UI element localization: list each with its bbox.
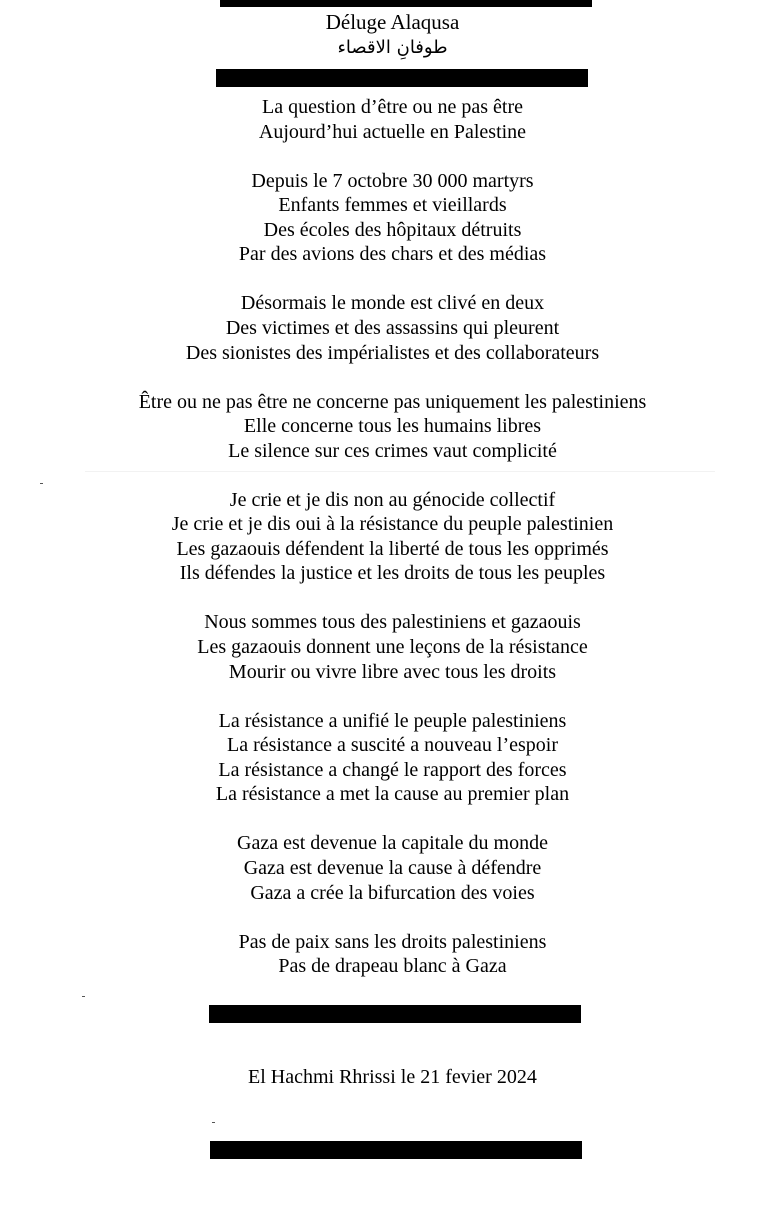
poem-subtitle-arabic: طوفانِ الاقصاء [337, 37, 448, 58]
poem-line: Enfants femmes et vieillards [278, 194, 507, 217]
poem-line: Je crie et je dis oui à la résistance du peuple palestinien [171, 513, 614, 536]
poem-line: Mourir ou vivre libre avec tous les droits [228, 660, 557, 683]
poem-line: Les gazaouis donnent une leçons de la résistance [197, 636, 588, 659]
poem-line: Pas de paix sans les droits palestiniens [238, 930, 547, 953]
poem-line: Désormais le monde est clivé en deux [240, 292, 545, 315]
poem-line: Les gazaouis défendent la liberté de tous les opprimés [176, 537, 609, 560]
stanza [0, 930, 769, 979]
redaction-bar-middle [209, 1005, 581, 1023]
redaction-bar-header [216, 69, 588, 87]
poem-line: Je crie et je dis non au génocide collectif [229, 488, 556, 511]
stanza [0, 709, 769, 807]
poem-line: Gaza a crée la bifurcation des voies [250, 881, 535, 904]
redaction-bar-top [220, 0, 592, 7]
poem-line: Aujourd’hui actuelle en Palestine [258, 120, 527, 143]
author-signature-date: El Hachmi Rhrissi le 21 fevier 2024 [248, 1066, 537, 1088]
poem-body [0, 95, 769, 979]
stanza [0, 95, 769, 144]
stanza [0, 831, 769, 905]
poem-title: Déluge Alaqusa [325, 10, 460, 34]
scan-speck [212, 1122, 215, 1123]
scan-speck [82, 996, 85, 997]
poem-line: Gaza est devenue la cause à défendre [243, 856, 542, 879]
poem-line: Des écoles des hôpitaux détruits [263, 218, 522, 241]
poem-line: La résistance a changé le rapport des forces [218, 758, 567, 781]
stanza [0, 390, 769, 464]
poem-line: La résistance a met la cause au premier plan [215, 783, 570, 806]
stanza [0, 291, 769, 365]
poem-line: Depuis le 7 octobre 30 000 martyrs [251, 169, 534, 192]
stanza [0, 169, 769, 267]
poem-line: Le silence sur ces crimes vaut complicité [228, 439, 557, 462]
poem-line: Par des avions des chars et des médias [238, 243, 547, 266]
poem-line: Ils défendes la justice et les droits de tous les peuples [179, 562, 606, 585]
poem-line: La résistance a unifié le peuple palestiniens [218, 709, 567, 732]
stanza [0, 488, 769, 586]
poem-line: Nous sommes tous des palestiniens et gazaouis [204, 611, 581, 634]
poem-line: Des sionistes des impérialistes et des collaborateurs [185, 341, 600, 364]
redaction-bar-bottom [210, 1141, 582, 1159]
poem-line: Gaza est devenue la capitale du monde [237, 832, 548, 855]
poem-line: Elle concerne tous les humains libres [243, 415, 542, 438]
poem-line: Des victimes et des assassins qui pleurent [225, 316, 560, 339]
poem-line: Pas de drapeau blanc à Gaza [278, 955, 507, 978]
poem-line: La résistance a suscité a nouveau l’espoir [227, 734, 558, 757]
poem-line: Être ou ne pas être ne concerne pas uniquement les palestiniens [138, 390, 647, 413]
poem-line: La question d’être ou ne pas être [261, 96, 523, 118]
stanza [0, 610, 769, 684]
